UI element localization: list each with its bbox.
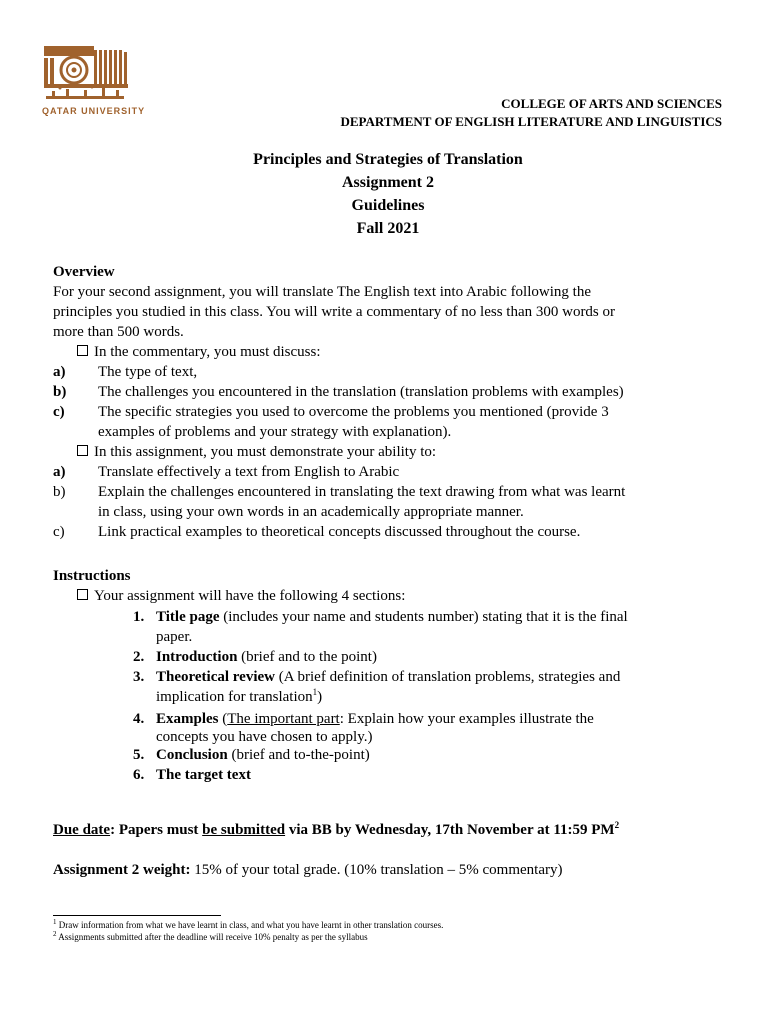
due-date-line: Due date: Papers must be submitted via BB by Wednesday, 17th November at 11:59 $PM^2$ [53, 820, 620, 838]
list-item: c) The specific strategies you used to overcome the problems you mentioned (provide 3 examples of problems and your strategy with explanation). [53, 404, 609, 440]
document-title [0, 148, 768, 240]
list-item: b) Explain the challenges encountered in translating the text drawing from what was learnt in class, using your own words in an academically appropriate manner. [53, 484, 626, 520]
weight-label: Assignment 2 weight: [53, 862, 191, 878]
section-item-examples: 4. Examples (The important part: Explain how your examples illustrate the concepts you have chosen to apply.) [133, 711, 594, 745]
section-item-title-page: 1. Title page (includes your name and students number) stating that it is the final paper. [133, 609, 628, 645]
logo-subtext: QATAR UNIVERSITY [42, 106, 146, 116]
footnote-ref-2: 2 [614, 820, 620, 830]
overview-intro-line-1: For your second assignment, you will translate The English text into Arabic following the [53, 284, 591, 300]
college-name: COLLEGE OF ARTS AND SCIENCES [501, 96, 722, 111]
list-item: b) The challenges you encountered in the translation (translation problems with examples) [53, 384, 624, 400]
term-title: Fall 2021 [356, 220, 420, 237]
assignment-title: Assignment 2 [341, 174, 434, 191]
list-item: a) Translate effectively a text from English to Arabic [53, 464, 400, 480]
overview-section [53, 262, 733, 542]
list-item: a) The type of text, [53, 364, 198, 380]
instructions-lead: Your assignment will have the following 4 sections: [53, 586, 733, 606]
ability-lead: In this assignment, you must demonstrate your ability to: [53, 442, 733, 462]
assignment-weight-line: Assignment 2 weight: 15% of your total grade. (10% translation – 5% commentary) [53, 862, 563, 878]
section-item-introduction: 2. Introduction (brief and to the point) [133, 649, 377, 665]
department-name: DEPARTMENT OF ENGLISH LITERATURE AND LINGUISTICS [340, 114, 722, 129]
due-date-label: Due date [53, 822, 111, 838]
list-item: c) Link practical examples to theoretical concepts discussed throughout the course. [53, 524, 581, 540]
guidelines-title: Guidelines [351, 197, 425, 214]
footnote-separator [53, 915, 221, 916]
footnote-1: $^1$ Draw information from what we have learnt in class, and what you have learnt in other translation courses. [53, 918, 444, 930]
checkbox-bullet-icon [77, 445, 88, 456]
section-item-target-text: 6. The target text [133, 767, 251, 783]
section-item-theoretical-review: 3. Theoretical review (A brief definition of translation problems, strategies and implication for translation$^1$) [133, 669, 621, 705]
footnotes [53, 919, 733, 943]
overview-heading: Overview [53, 264, 115, 280]
footnote-ref-1: 1 [312, 687, 318, 697]
instructions-heading: Instructions [53, 568, 131, 584]
checkbox-bullet-icon [77, 345, 88, 356]
checkbox-bullet-icon [77, 589, 88, 600]
footnote-2: $^2$ Assignments submitted after the deadline will receive 10% penalty as per the syllabus [53, 930, 368, 942]
overview-intro-line-3: more than 500 words. [53, 324, 184, 340]
section-item-conclusion: 5. Conclusion (brief and to-the-point) [133, 747, 370, 763]
instructions-section [53, 566, 733, 785]
university-logo [40, 44, 146, 122]
course-title: Principles and Strategies of Translation [253, 151, 523, 168]
commentary-lead: In the commentary, you must discuss: [53, 342, 733, 362]
overview-intro-line-2: principles you studied in this class. You will write a commentary of no less than 300 words or [53, 304, 616, 320]
